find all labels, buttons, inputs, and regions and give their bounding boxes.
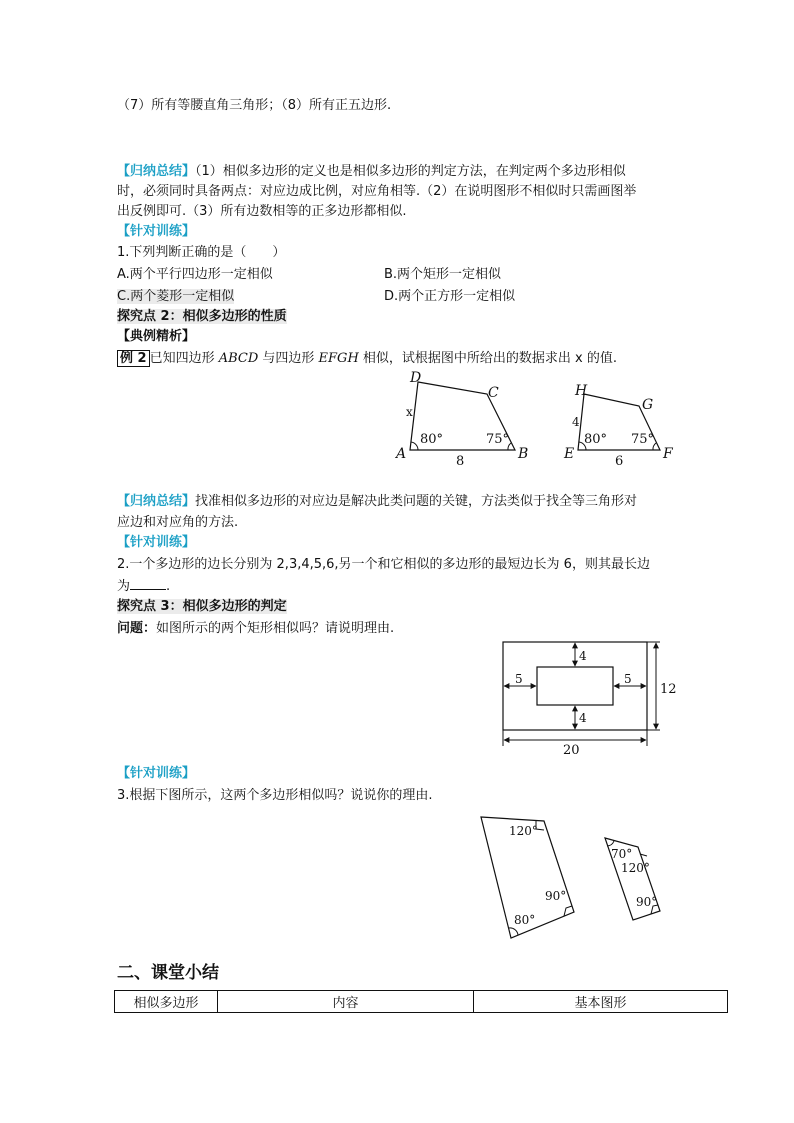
- inner-rectangle: [537, 667, 613, 705]
- question-2-line-1: 2.一个多边形的边长分别为 2,3,4,5,6,另一个和它相似的多边形的最短边长为 6，则其最长边: [117, 557, 650, 572]
- angle-a-arc: [411, 442, 418, 450]
- table-row: [115, 991, 728, 1013]
- table-cell-polygon: 相似多边形: [115, 991, 218, 1013]
- summary2-line-1: 【归纳总结】找准相似多边形的对应边是解决此类问题的关键，方法类似于找全等三角形对: [117, 494, 638, 509]
- angle-b-label: 75°: [486, 432, 510, 447]
- section-class-summary: 二、课堂小结: [117, 963, 219, 983]
- option-b: B.两个矩形一定相似: [384, 267, 502, 282]
- vertex-c: C: [488, 385, 499, 401]
- question-3: 3.根据下图所示，这两个多边形相似吗？说说你的理由.: [117, 788, 433, 803]
- large-angle-90: 90°: [545, 889, 567, 903]
- angle-a-label: 80°: [420, 432, 444, 447]
- large-angle-120: 120°: [509, 824, 538, 838]
- point-2-heading: 探究点 2：相似多边形的性质: [117, 309, 287, 324]
- side-ab-label: 8: [456, 454, 465, 469]
- side-x-label: x: [406, 405, 413, 419]
- option-a: A.两个平行四边形一定相似: [117, 267, 273, 282]
- question-2-line-2: 为 .: [117, 579, 171, 594]
- option-d: D.两个正方形一定相似: [384, 289, 516, 304]
- option-c: C.两个菱形一定相似: [117, 289, 235, 304]
- vertex-e: E: [564, 446, 575, 462]
- small-angle-90: 90°: [636, 895, 658, 909]
- table-cell-figure: 基本图形: [474, 991, 728, 1013]
- height-label: 12: [660, 682, 677, 697]
- answer-blank: [130, 577, 166, 590]
- angle-f-label: 75°: [631, 432, 655, 447]
- summary-line-2: 时，必须同时具备两点：对应边成比例，对应角相等.（2）在说明图形不相似时只需画图举: [117, 184, 637, 199]
- left-gap-label: 5: [515, 672, 523, 686]
- problem-line: 问题：如图所示的两个矩形相似吗？请说明理由.: [117, 621, 395, 636]
- vertex-d: D: [410, 370, 422, 386]
- practice-tag-1: 【针对训练】: [117, 224, 196, 239]
- angle-e-label: 80°: [584, 432, 608, 447]
- summary-line-3: 出反例即可.（3）所有边数相等的正多边形都相似.: [117, 204, 407, 219]
- practice-tag-3: 【针对训练】: [117, 766, 196, 781]
- small-angle-70: 70°: [611, 847, 633, 861]
- similar-quadrilaterals-figure: [380, 362, 700, 472]
- summary-table: [114, 990, 728, 1013]
- list-item-7-8: （7）所有等腰直角三角形；（8）所有正五边形.: [117, 98, 392, 113]
- vertex-b: B: [518, 446, 529, 462]
- small-angle-120: 120°: [621, 861, 650, 875]
- vertex-f: F: [663, 446, 673, 462]
- summary-tag: 【归纳总结】: [117, 164, 196, 179]
- vertex-a: A: [396, 446, 407, 462]
- angle-quadrilaterals-figure: [470, 808, 700, 943]
- right-gap-label: 5: [624, 672, 632, 686]
- example-tag: 【典例精析】: [117, 329, 196, 344]
- point-3-heading: 探究点 3：相似多边形的判定: [117, 599, 287, 614]
- summary-line-1: 【归纳总结】（1）相似多边形的定义也是相似多边形的判定方法，在判定两个多边形相似: [117, 164, 626, 179]
- side-eh-label: 4: [572, 415, 580, 429]
- summary2-line-2: 应边和对应角的方法.: [117, 515, 239, 530]
- top-gap-label: 4: [579, 649, 587, 663]
- example-badge: 例 2: [117, 350, 150, 367]
- width-label: 20: [563, 743, 580, 758]
- vertex-g: G: [642, 397, 654, 413]
- question-1-stem: 1.下列判断正确的是（ ）: [117, 245, 286, 260]
- large-angle-80: 80°: [514, 913, 536, 927]
- side-ef-label: 6: [615, 454, 624, 469]
- bottom-gap-label: 4: [579, 711, 587, 725]
- vertex-h: H: [575, 383, 588, 399]
- practice-tag-2: 【针对训练】: [117, 535, 196, 550]
- nested-rectangles-figure: [494, 638, 684, 758]
- table-cell-content: 内容: [218, 991, 474, 1013]
- example-2: 例 2 已知四边形 ABCD 与四边形 EFGH 相似，试根据图中所给出的数据求出 x 的值.: [117, 349, 617, 368]
